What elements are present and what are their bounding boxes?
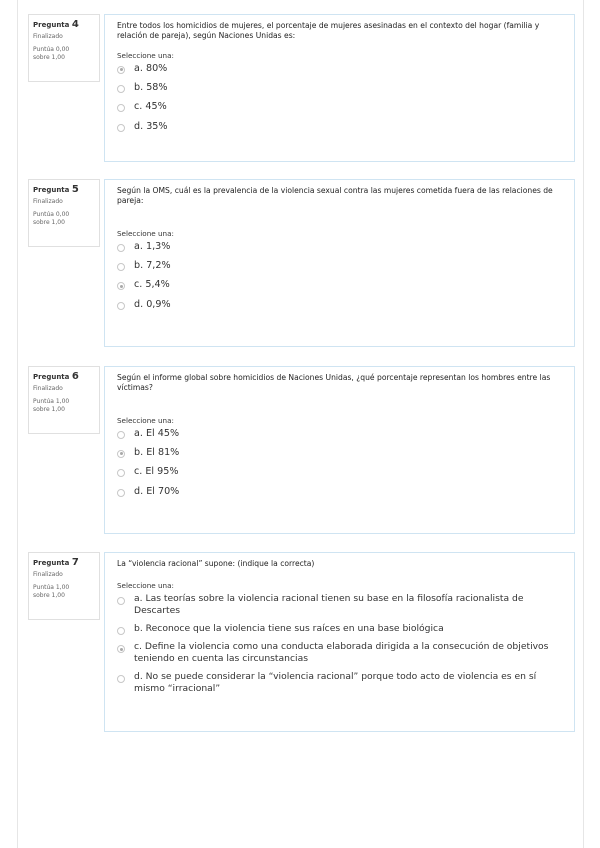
question-state: Finalizado [33, 385, 63, 392]
radio-icon[interactable] [117, 489, 125, 497]
answer-option-c[interactable]: c. 5,4% [117, 279, 562, 291]
question-text: La “violencia racional” supone: (indique la correcta) [117, 559, 315, 568]
question-content-7 [104, 552, 575, 732]
radio-icon[interactable] [117, 244, 125, 252]
radio-icon[interactable] [117, 302, 125, 310]
answer-option-b[interactable]: b. Reconoce que la violencia tiene sus raíces en una base biológica [117, 623, 562, 635]
radio-icon[interactable] [117, 104, 125, 112]
question-state: Finalizado [33, 571, 63, 578]
question-content-5 [104, 179, 575, 347]
question-info-6 [28, 366, 100, 434]
radio-checked-icon[interactable] [117, 282, 125, 290]
question-content-4 [104, 14, 575, 162]
answer-option-a[interactable]: a. Las teorías sobre la violencia racional tienen su base en la filosofía racionalista de Descartes [117, 593, 562, 617]
radio-icon[interactable] [117, 85, 125, 93]
question-state: Finalizado [33, 33, 63, 40]
question-grade: Puntúa 0,00 sobre 1,00 [33, 46, 70, 62]
question-info-7 [28, 552, 100, 620]
answer-option-b[interactable]: b. 58% [117, 82, 562, 94]
radio-icon[interactable] [117, 627, 125, 635]
question-number: Pregunta 7 [33, 557, 79, 568]
radio-icon[interactable] [117, 675, 125, 683]
question-info-5 [28, 179, 100, 247]
answer-list [117, 241, 562, 312]
answer-option-c[interactable]: c. El 95% [117, 466, 562, 478]
question-info-4 [28, 14, 100, 82]
radio-checked-icon[interactable] [117, 66, 125, 74]
answer-prompt: Seleccione una: [117, 228, 174, 238]
answer-option-d[interactable]: d. 35% [117, 121, 562, 133]
question-grade: Puntúa 1,00 sobre 1,00 [33, 584, 70, 600]
answer-option-d[interactable]: d. No se puede considerar la “violencia racional” porque todo acto de violencia es en sí mismo “irracional” [117, 671, 562, 695]
answer-prompt: Seleccione una: [117, 50, 174, 60]
radio-icon[interactable] [117, 431, 125, 439]
radio-checked-icon[interactable] [117, 450, 125, 458]
question-grade: Puntúa 0,00 sobre 1,00 [33, 211, 70, 227]
radio-icon[interactable] [117, 469, 125, 477]
radio-icon[interactable] [117, 597, 125, 605]
question-state: Finalizado [33, 198, 63, 205]
question-text: Según el informe global sobre homicidios de Naciones Unidas, ¿qué porcentaje representan los hombres entre las víctimas? [117, 373, 551, 393]
answer-option-a[interactable]: a. 80% [117, 63, 562, 75]
answer-option-a[interactable]: a. El 45% [117, 428, 562, 440]
answer-option-a[interactable]: a. 1,3% [117, 241, 562, 253]
answer-list [117, 63, 562, 134]
radio-checked-icon[interactable] [117, 645, 125, 653]
question-number: Pregunta 4 [33, 19, 79, 30]
answer-option-c[interactable]: c. Define la violencia como una conducta elaborada dirigida a la consecución de objetivos teniendo en cuenta las circunstancias [117, 641, 562, 665]
answer-option-d[interactable]: d. 0,9% [117, 299, 562, 311]
question-text: Según la OMS, cuál es la prevalencia de la violencia sexual contra las mujeres cometida fuera de las relaciones de pareja: [117, 186, 553, 206]
answer-option-d[interactable]: d. El 70% [117, 486, 562, 498]
question-text: Entre todos los homicidios de mujeres, el porcentaje de mujeres asesinadas en el contexto del hogar (familia y relación de pareja), según Naciones Unidas es: [117, 21, 540, 41]
question-number: Pregunta 6 [33, 371, 79, 382]
radio-icon[interactable] [117, 124, 125, 132]
answer-option-c[interactable]: c. 45% [117, 101, 562, 113]
radio-icon[interactable] [117, 263, 125, 271]
answer-option-b[interactable]: b. El 81% [117, 447, 562, 459]
question-number: Pregunta 5 [33, 184, 79, 195]
answer-prompt: Seleccione una: [117, 415, 174, 425]
question-content-6 [104, 366, 575, 534]
answer-list [117, 593, 562, 695]
answer-option-b[interactable]: b. 7,2% [117, 260, 562, 272]
answer-list [117, 428, 562, 499]
question-grade: Puntúa 1,00 sobre 1,00 [33, 398, 70, 414]
answer-prompt: Seleccione una: [117, 581, 174, 591]
